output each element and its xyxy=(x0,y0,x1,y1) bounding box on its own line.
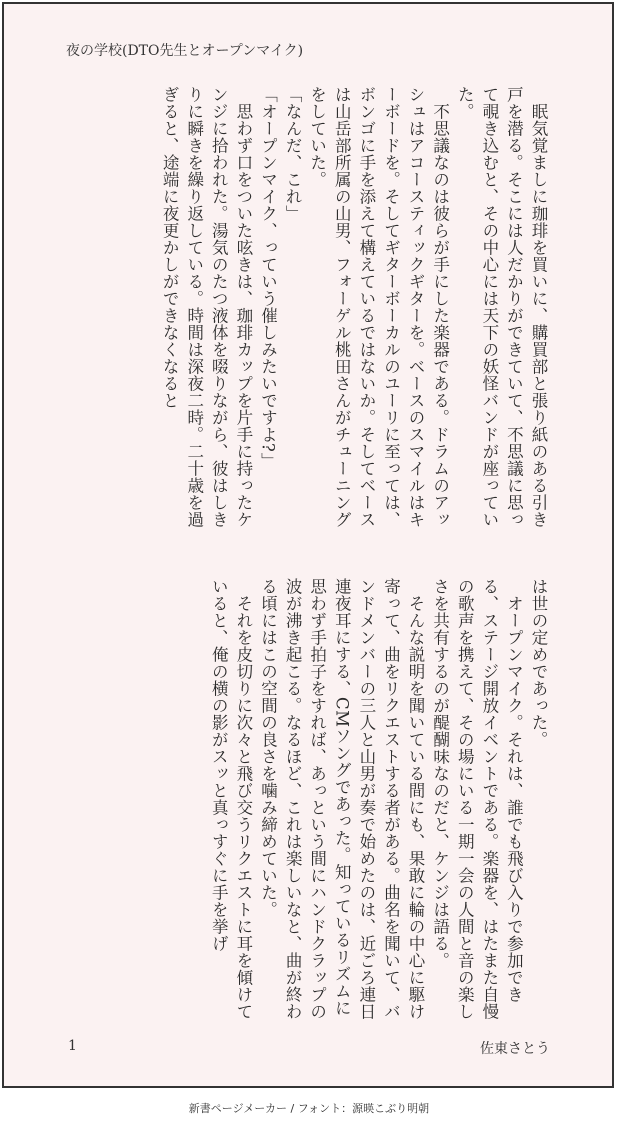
paragraph: 眠気覚ましに珈琲を買いに、購買部と張り紙のある引き戸を潜る。そこには人だかりができていて、不思議に思って覗き込むと、その中心には天下の妖怪バンドが座っていた。 xyxy=(455,86,548,528)
paragraph: 不思議なのは彼らが手にした楽器である。ドラムのアッシュはアコースティックギターを。ベースのスマイルはキーボードを。そしてギターボーカルのユーリに至っては、ボンゴに手を添えて構えているではないか。そしてベースは山岳部所属の山男、フォーゲル桃田さんがチューニングをしていた。 xyxy=(307,86,450,528)
text-block-bottom xyxy=(58,578,550,1025)
book-page xyxy=(2,2,614,1088)
paragraph: オープンマイク。それは、誰でも飛び入りで参加できる、ステージ開放イベントである。楽器を、はたまた自慢の歌声を携えて、その場にいる一期一会の人間と音の楽しさを共有するのが醍醐味なのだと、ケンジは語る。 xyxy=(430,578,524,1020)
paragraph: 「なんだ、これ」 xyxy=(283,86,303,222)
paragraph: それを皮切りに次々と飛び交うリクエストに耳を傾けていると、俺の横の影がスッと真っすぐに手を挙げ xyxy=(209,578,253,1020)
text-block-top xyxy=(58,86,550,533)
paragraph: 「オープンマイク、っていう催しみたいですよ?」 xyxy=(258,86,278,470)
footer-credit: 新書ページメーカー / フォント：源暎こぶり明朝 xyxy=(188,1102,430,1115)
paragraph: 思わず口をついた呟きは、珈琲カップを片手に持ったケンジに拾われた。湯気のたつ液体を啜りながら、彼はしきりに瞬きを繰り返している。時間は深夜二時。二十歳を過ぎると、途端に夜更かしができなくなると xyxy=(160,86,253,528)
author-name: 佐東さとう xyxy=(480,1041,550,1057)
page-header-title: 夜の学校(DTO先生とオープンマイク) xyxy=(66,43,304,59)
paragraph: そんな説明を聞いている間にも、果敢に輪の中心に駆け寄って、曲をリクエストする者がある。曲名を聞いて、バンドメンバーの三人と山男が奏で始めたのは、近ごろ連日連夜耳にする、CMソングであった。知っているリズムに思わず手拍子をすれば、あっという間にハンドクラップの波が沸き起こる。なるほど、これは楽しいなと、曲が終わる頃にはこの空間の良さを噛み締めていた。 xyxy=(258,578,426,1020)
page-number: 1 xyxy=(68,1038,77,1054)
paragraph: は世の定めであった。 xyxy=(529,578,548,748)
